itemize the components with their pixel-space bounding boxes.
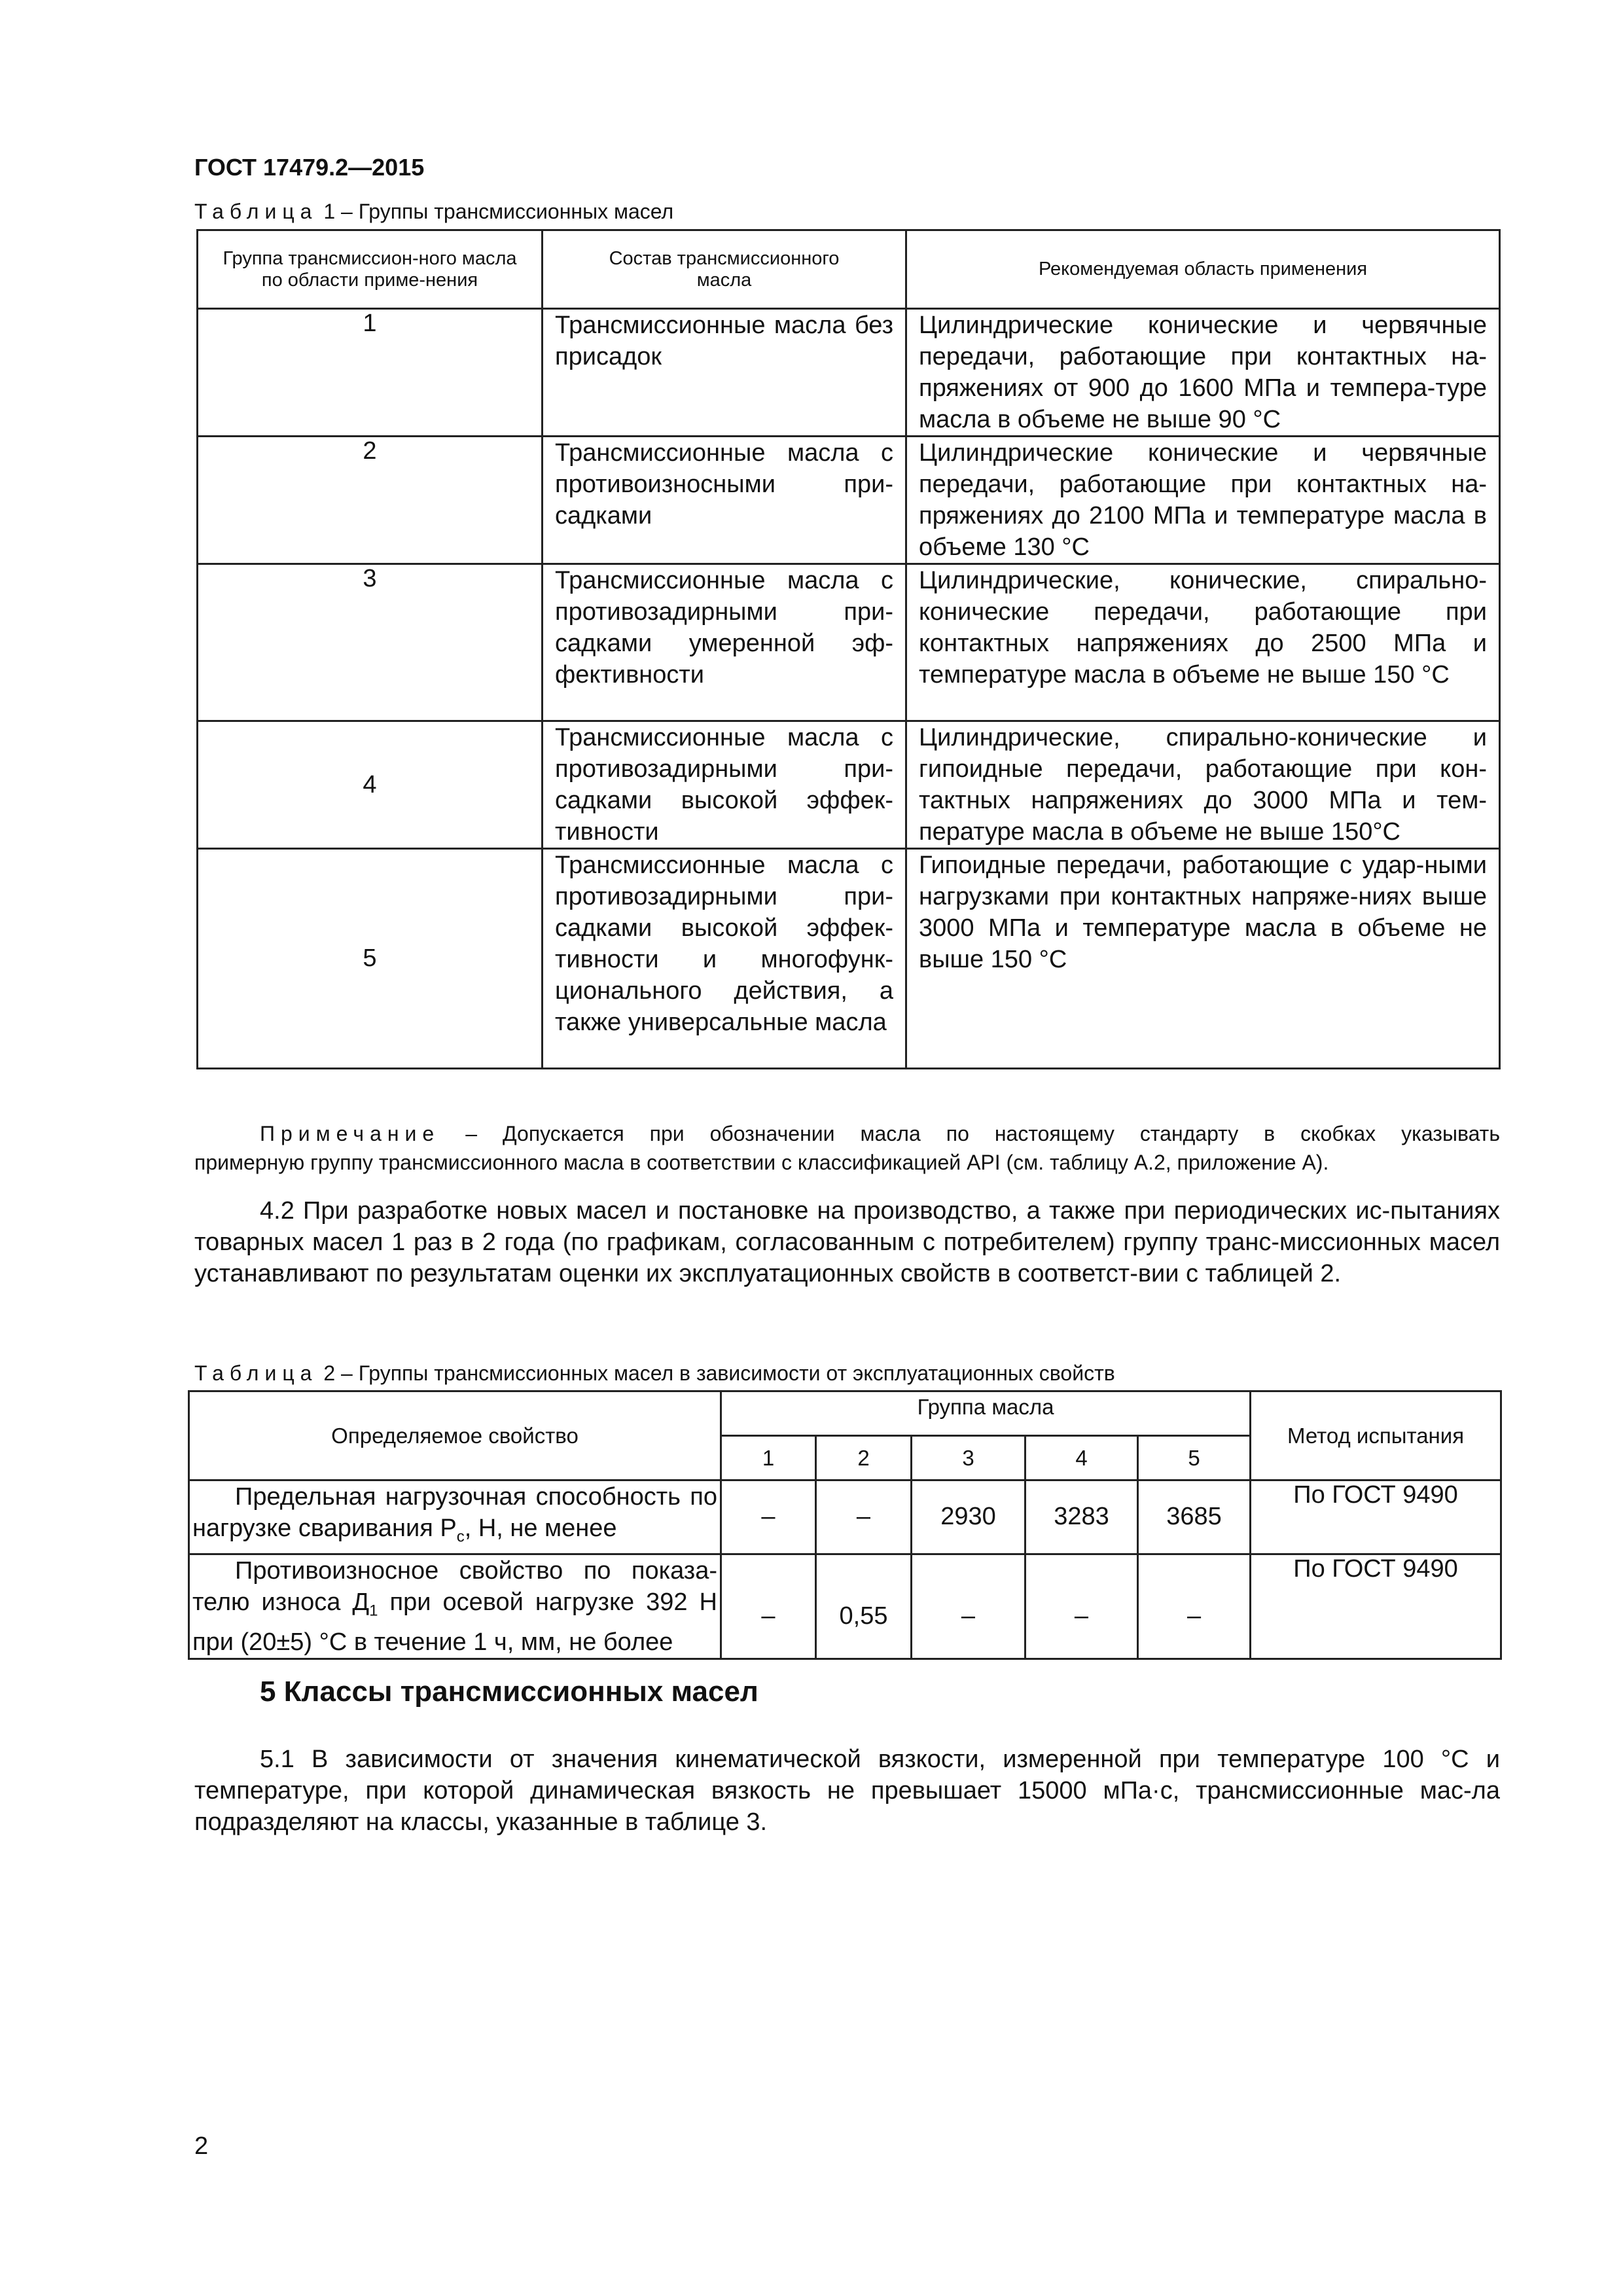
value-cell: 3283 — [1026, 1480, 1138, 1554]
table-oil-properties — [188, 1390, 1502, 1660]
application-cell: Цилиндрические конические и червячные передачи, работающие при контактных на-пряжениях от 900 до 1600 МПа и темпера-туре масла в объеме не выше 90 °С — [906, 309, 1500, 437]
paragraph-4-2: 4.2 При разработке новых масел и постановке на производство, а также при периодических ис-пытаниях товарных масел 1 раз в 2 года (по графикам, согласованным с потребителем) группу транс-миссионных масел устанавливают по результатам оценки их эксплуатационных свойств в соответст-вии с таблицей 2. — [194, 1197, 1500, 1287]
table1-header-group: Группа трансмиссион-ного масла по области приме-нения — [198, 230, 543, 309]
table-row — [198, 721, 1500, 849]
group-number: 4 — [198, 721, 543, 849]
value-cell: – — [816, 1480, 912, 1554]
table-row — [198, 309, 1500, 437]
composition-cell: Трансмиссионные масла без присадок — [543, 309, 906, 437]
group-col-header: 1 — [721, 1436, 816, 1480]
property-cell — [189, 1480, 721, 1554]
value-cell: 3685 — [1138, 1480, 1251, 1554]
application-cell: Цилиндрические конические и червячные передачи, работающие при контактных на-пряжениях до 2100 МПа и температуре масла в объеме 130 °С — [906, 437, 1500, 564]
table2-caption — [194, 1361, 1115, 1386]
group-number: 1 — [198, 309, 543, 437]
method-cell: По ГОСТ 9490 — [1251, 1480, 1501, 1554]
group-number: 2 — [198, 437, 543, 564]
value-cell: 0,55 — [816, 1554, 912, 1659]
table-row — [198, 564, 1500, 721]
group-col-header: 2 — [816, 1436, 912, 1480]
application-cell: Цилиндрические, спирально-конические и гипоидные передачи, работающие при кон-тактных напряжениях до 3000 МПа и тем-пературе масла в объеме не выше 150°С — [906, 721, 1500, 849]
composition-cell: Трансмиссионные масла с противозадирными при-садками высокой эффек-тивности и многофунк-ционального действия, а также универсальные масла — [543, 849, 906, 1069]
table1-caption-word: Таблица — [194, 200, 318, 223]
section-5-title: 5 Классы трансмиссионных масел — [260, 1676, 758, 1708]
table2-caption-word: Таблица — [194, 1361, 318, 1385]
composition-cell: Трансмиссионные масла с противозадирными при-садками высокой эффек-тивности — [543, 721, 906, 849]
value-cell: – — [1026, 1554, 1138, 1659]
table1-header-application: Рекомендуемая область применения — [906, 230, 1500, 309]
composition-cell: Трансмиссионные масла с противозадирными при-садками умеренной эф-фективности — [543, 564, 906, 721]
value-cell: – — [912, 1554, 1026, 1659]
value-cell: 2930 — [912, 1480, 1026, 1554]
table-row — [198, 849, 1500, 1069]
group-number: 5 — [198, 849, 543, 1069]
standard-number: ГОСТ 17479.2—2015 — [194, 154, 425, 181]
value-cell: – — [1138, 1554, 1251, 1659]
value-cell: – — [721, 1480, 816, 1554]
composition-cell: Трансмиссионные масла с противоизносными при-садками — [543, 437, 906, 564]
property-text: Противоизносное свойство по показа-телю износа Д — [192, 1556, 717, 1616]
application-cell: Гипоидные передачи, работающие с удар-ными нагрузками при контактных напряже-ниях выше 3000 МПа и температуре масла в объеме не выше 150 °С — [906, 849, 1500, 1069]
table2-header-row — [189, 1391, 1501, 1436]
table2-header-property: Определяемое свойство — [189, 1391, 721, 1480]
note-text-continued: примерную группу трансмиссионного масла в соответствии с классификацией API (см. таблицу А.2, приложение А). — [194, 1151, 1329, 1174]
table2-header-method: Метод испытания — [1251, 1391, 1501, 1480]
table-oil-groups — [196, 229, 1501, 1069]
group-col-header: 4 — [1026, 1436, 1138, 1480]
group-number: 3 — [198, 564, 543, 721]
property-subscript: 1 — [369, 1602, 378, 1620]
application-cell: Цилиндрические, конические, спирально-конические передачи, работающие при контактных напряжениях до 2500 МПа и температуре масла в объеме не выше 150 °С — [906, 564, 1500, 721]
group-col-header: 3 — [912, 1436, 1026, 1480]
property-text-end: при осевой нагрузке 392 Н при (20±5) °С в течение 1 ч, мм, не более — [192, 1588, 717, 1657]
property-text-end: , Н, не менее — [464, 1515, 617, 1542]
table1-caption-text: 1 – Группы трансмиссионных масел — [323, 200, 674, 223]
method-cell: По ГОСТ 9490 — [1251, 1554, 1501, 1659]
table1-note — [194, 1119, 1500, 1177]
table1-caption — [194, 200, 673, 224]
table-row — [189, 1554, 1501, 1659]
note-label: Примечание — [260, 1122, 440, 1145]
note-text: – Допускается при обозначении масла по настоящему стандарту в скобках указывать — [440, 1122, 1500, 1145]
table1-header-row — [198, 230, 1500, 309]
table-row — [198, 437, 1500, 564]
table2-caption-text: 2 – Группы трансмиссионных масел в зависимости от эксплуатационных свойств — [323, 1361, 1115, 1385]
table2-header-group: Группа масла — [721, 1391, 1251, 1436]
property-text: Предельная нагрузочная способность по нагрузке сваривания Р — [192, 1483, 717, 1542]
table-row — [189, 1480, 1501, 1554]
property-cell — [189, 1554, 721, 1659]
property-subscript: с — [456, 1528, 465, 1546]
group-col-header: 5 — [1138, 1436, 1251, 1480]
value-cell: – — [721, 1554, 816, 1659]
page-number: 2 — [194, 2132, 209, 2160]
paragraph-5-1: 5.1 В зависимости от значения кинематической вязкости, измеренной при температуре 100 °С и температуре, при которой динамическая вязкость не превышает 15000 мПа·с, трансмиссионные мас-ла подразделяют на классы, указанные в таблице 3. — [194, 1746, 1500, 1836]
table1-header-composition: Состав трансмиссионного масла — [543, 230, 906, 309]
